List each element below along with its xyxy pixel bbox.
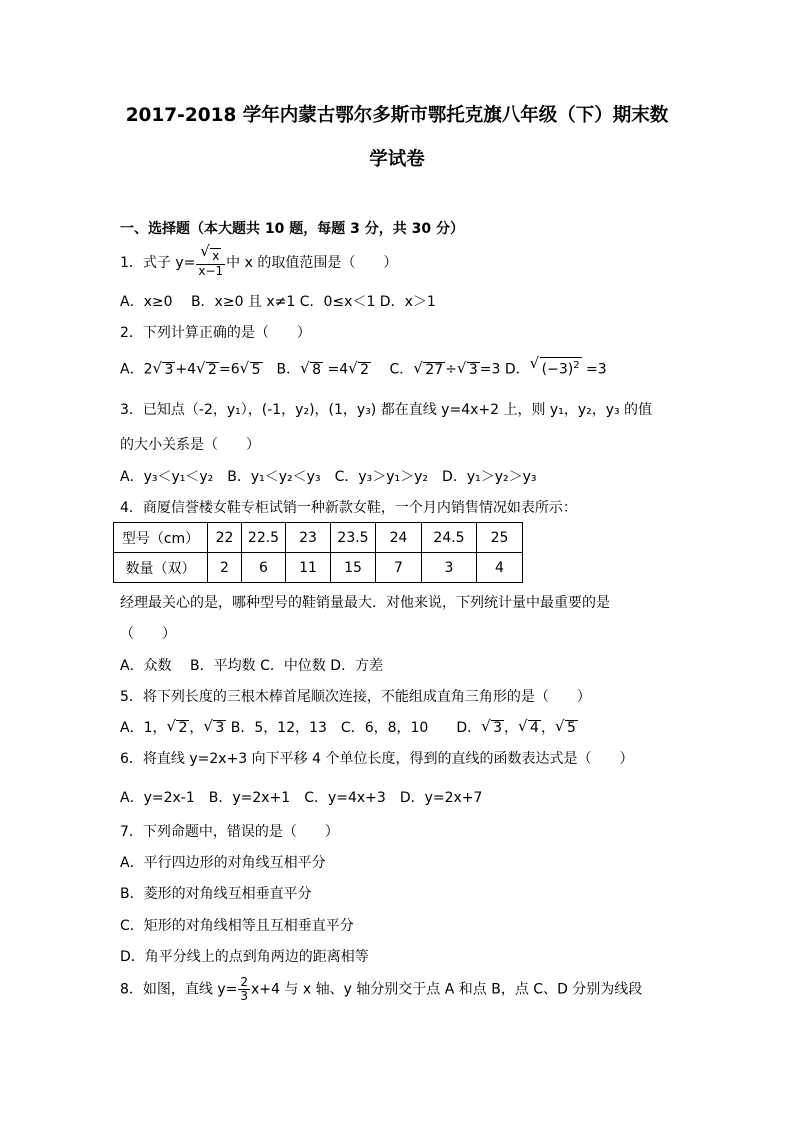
paper-title-line2: 学试卷 [369, 149, 425, 170]
sqrt-symbol: √ 3 [153, 362, 175, 378]
question-6-options: A．y=2x-1 B．y=2x+1 C．y=4x+3 D．y=2x+7 [120, 790, 483, 806]
question-1-options: A．x≥0 B．x≥0 且 x≠1 C．0≤x＜1 D．x＞1 [120, 294, 436, 310]
question-1-stem: 1．式子 y= √ $\frac{x}{x-1}$ 中 x 的取值范围是（ ） [120, 248, 397, 278]
table-cell: 24.5 [422, 523, 477, 553]
table-row [114, 523, 523, 553]
table-cell: 2 [208, 553, 242, 583]
question-6-stem: 6．将直线 y=2x+3 向下平移 4 个单位长度，得到的直线的函数表达式是（ ） [120, 751, 634, 767]
paper-title-line1: 2017-2018 学年内蒙古鄂尔多斯市鄂托克旗八年级（下）期末数 [125, 105, 669, 126]
question-7-stem: 7．下列命题中，错误的是（ ） [120, 824, 339, 840]
question-3-options: A．y₃＜y₁＜y₂ B．y₁＜y₂＜y₃ C．y₃＞y₁＞y₂ D．y₁＞y₂＞y₃ [120, 469, 537, 485]
sqrt-symbol: √ 8 [301, 362, 323, 378]
question-4-options: A．众数 B．平均数 C．中位数 D．方差 [120, 658, 384, 674]
sqrt-symbol: √ $(-3)^2$ [531, 357, 582, 378]
sqrt-symbol: √ 2 [349, 362, 371, 378]
table-cell: 7 [376, 553, 422, 583]
table-cell: 型号（cm） [114, 523, 208, 553]
sqrt-symbol: √ 3 [482, 720, 504, 736]
sqrt-symbol: √ 27 [414, 362, 445, 378]
fraction: √ $\frac{x}{x-1}$ [196, 248, 225, 278]
sqrt-symbol: √ 2 [197, 362, 219, 378]
sqrt-symbol: √ 2 [167, 720, 189, 736]
sqrt-symbol: √ x [201, 248, 221, 264]
question-5-options: A．1，√ 2 ，√ 3 B．5，12，13 C．6，8，10 D．√ 3 ，√ 4 ，√ 5 [120, 717, 578, 737]
table-cell: 6 [242, 553, 286, 583]
table-cell: 23.5 [331, 523, 376, 553]
sales-table [113, 522, 523, 583]
table-cell: 15 [331, 553, 376, 583]
table-cell: 数量（双） [114, 553, 208, 583]
table-cell: 25 [477, 523, 523, 553]
question-8-stem: 8．如图，直线 y= $\frac{2}{3}$ x+4 与 x 轴、y 轴分别交于点 A 和点 B，点 C、D 分别为线段 [120, 975, 643, 1003]
table-cell: 3 [422, 553, 477, 583]
question-4-paren: （ ） [120, 626, 176, 642]
table-cell: 23 [286, 523, 331, 553]
section-heading: 一、选择题（本大题共 10 题，每题 3 分，共 30 分） [120, 221, 464, 237]
question-4-stem: 4．商厦信誉楼女鞋专柜试销一种新款女鞋，一个月内销售情况如表所示： [120, 500, 577, 516]
table-cell: 22.5 [242, 523, 286, 553]
question-7-option-c: C．矩形的对角线相等且互相垂直平分 [120, 918, 354, 934]
fraction: $\frac{2}{3}$ [240, 975, 249, 1003]
question-2-stem: 2．下列计算正确的是（ ） [120, 325, 311, 341]
question-7-option-b: B．菱形的对角线互相垂直平分 [120, 886, 312, 902]
sqrt-symbol: √ 3 [458, 362, 480, 378]
table-cell: 24 [376, 523, 422, 553]
sqrt-symbol: √ 5 [556, 720, 578, 736]
question-3-stem-cont: 的大小关系是（ ） [120, 437, 260, 453]
question-7-option-d: D．角平分线上的点到角两边的距离相等 [120, 949, 369, 965]
question-3-stem: 3．已知点（-2，y₁），(-1，y₂)，(1，y₃) 都在直线 y=4x+2 上，则 y₁，y₂，y₃ 的值 [120, 402, 653, 418]
question-4-text: 经理最关心的是，哪种型号的鞋销量最大．对他来说，下列统计量中最重要的是 [120, 595, 610, 611]
table-row [114, 553, 523, 583]
table-cell: 11 [286, 553, 331, 583]
table-cell: 22 [208, 523, 242, 553]
table-cell: 4 [477, 553, 523, 583]
sqrt-symbol: √ 3 [204, 720, 226, 736]
question-7-option-a: A．平行四边形的对角线互相平分 [120, 855, 326, 871]
sqrt-symbol: √ 5 [241, 362, 263, 378]
question-2-options: A．2√ 3 +4√ 2 =6√ 5 B．√ 8 =4√ 2 C．√ 27 ÷√ 3 =3 D．√ $(-3)^2 =3$ [120, 357, 607, 379]
sqrt-symbol: √ 4 [519, 720, 541, 736]
question-5-stem: 5．将下列长度的三根木棒首尾顺次连接，不能组成直角三角形的是（ ） [120, 689, 591, 705]
